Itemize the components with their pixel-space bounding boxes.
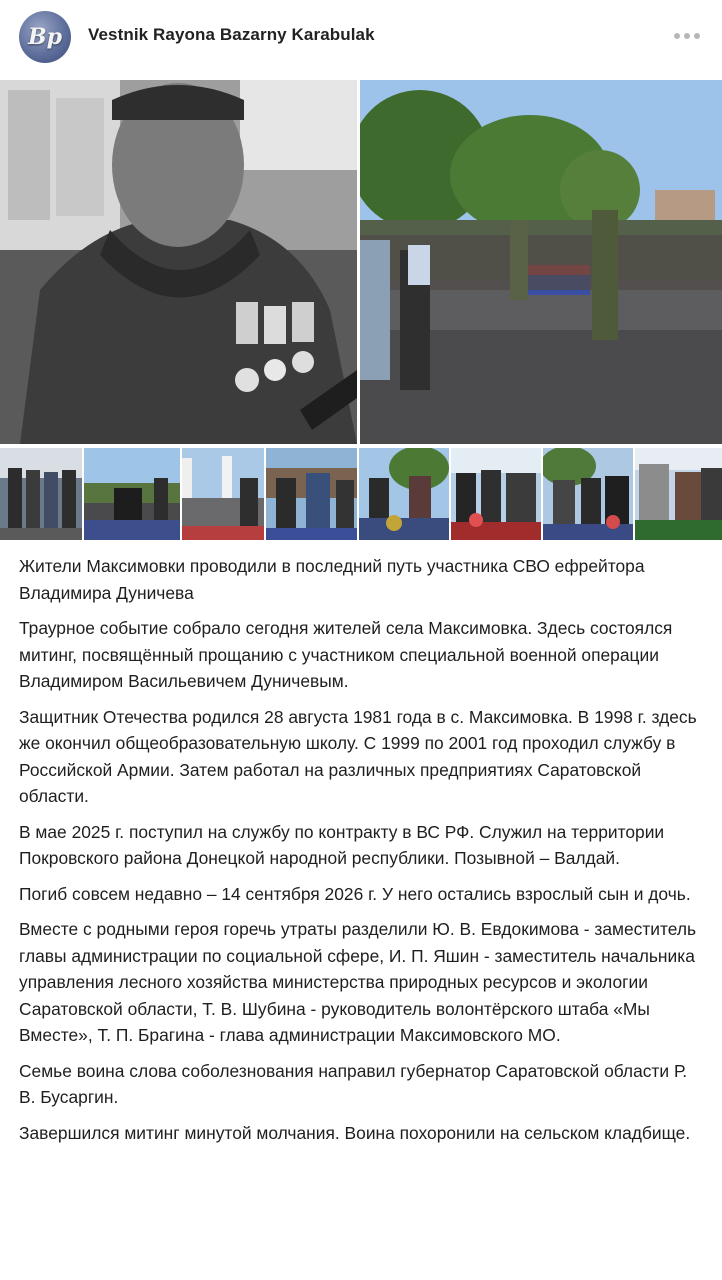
gallery-thumbnail[interactable] bbox=[266, 448, 357, 540]
gallery-thumbnail[interactable] bbox=[0, 448, 82, 540]
gallery-thumbnail[interactable] bbox=[359, 448, 449, 540]
avatar-letters: Bp bbox=[28, 24, 62, 50]
gallery-thumbnail[interactable] bbox=[543, 448, 633, 540]
post-paragraph: В мае 2025 г. поступил на службу по контракту в ВС РФ. Служил на территории Покровского района Донецкой народной республики. Позывной – Валдай. bbox=[19, 821, 665, 868]
gallery-thumbnail[interactable] bbox=[182, 448, 264, 540]
post-paragraph: Семье воина слова соболезнования направил губернатор Саратовской области Р. В. Бусаргин. bbox=[19, 1060, 688, 1107]
post-paragraph: Вместе с родными героя горечь утраты разделили Ю. В. Евдокимова - заместитель главы администрации по социальной сфере, И. П. Яшин - заместитель начальника управления лесного хозяйства министерства природных ресурсов и экологии Саратовской области, Т. В. Шубина - руководитель волонтёрского штаба «Мы Вместе», Т. П. Брагина - глава администрации Максимовского МО. bbox=[19, 919, 697, 1045]
channel-name[interactable]: Vestnik Rayona Bazarny Karabulak bbox=[88, 25, 375, 44]
post-paragraph: Жители Максимовки проводили в последний путь участника СВО ефрейтора Владимира Дуничева bbox=[19, 556, 645, 603]
gallery-photo-portrait[interactable] bbox=[0, 80, 357, 444]
gallery-photo-crowd[interactable] bbox=[360, 80, 722, 444]
post-paragraph: Завершился митинг минутой молчания. Воина похоронили на сельском кладбище. bbox=[19, 1122, 691, 1143]
gallery-thumbnail[interactable] bbox=[84, 448, 180, 540]
gallery-thumbnail[interactable] bbox=[635, 448, 722, 540]
post-text bbox=[19, 553, 705, 1155]
post-paragraph: Погиб совсем недавно – 14 сентября 2026 г. У него остались взрослый сын и дочь. bbox=[19, 883, 691, 904]
post-paragraph: Защитник Отечества родился 28 августа 1981 года в с. Максимовка. В 1998 г. здесь же окончил общеобразовательную школу. С 1999 по 2001 год проходил службу в Российской Армии. Затем работал на различных предприятиях Саратовской области. bbox=[19, 706, 697, 806]
more-horizontal-icon[interactable] bbox=[674, 26, 700, 46]
channel-avatar[interactable] bbox=[19, 11, 71, 63]
gallery-thumbnail[interactable] bbox=[451, 448, 541, 540]
channel-header bbox=[0, 0, 722, 78]
post-paragraph: Траурное событие собрало сегодня жителей села Максимовка. Здесь состоялся митинг, посвящённый прощанию с участником специальной военной операции Владимиром Васильевичем Дуничевым. bbox=[19, 618, 673, 691]
photo-gallery bbox=[0, 80, 722, 540]
